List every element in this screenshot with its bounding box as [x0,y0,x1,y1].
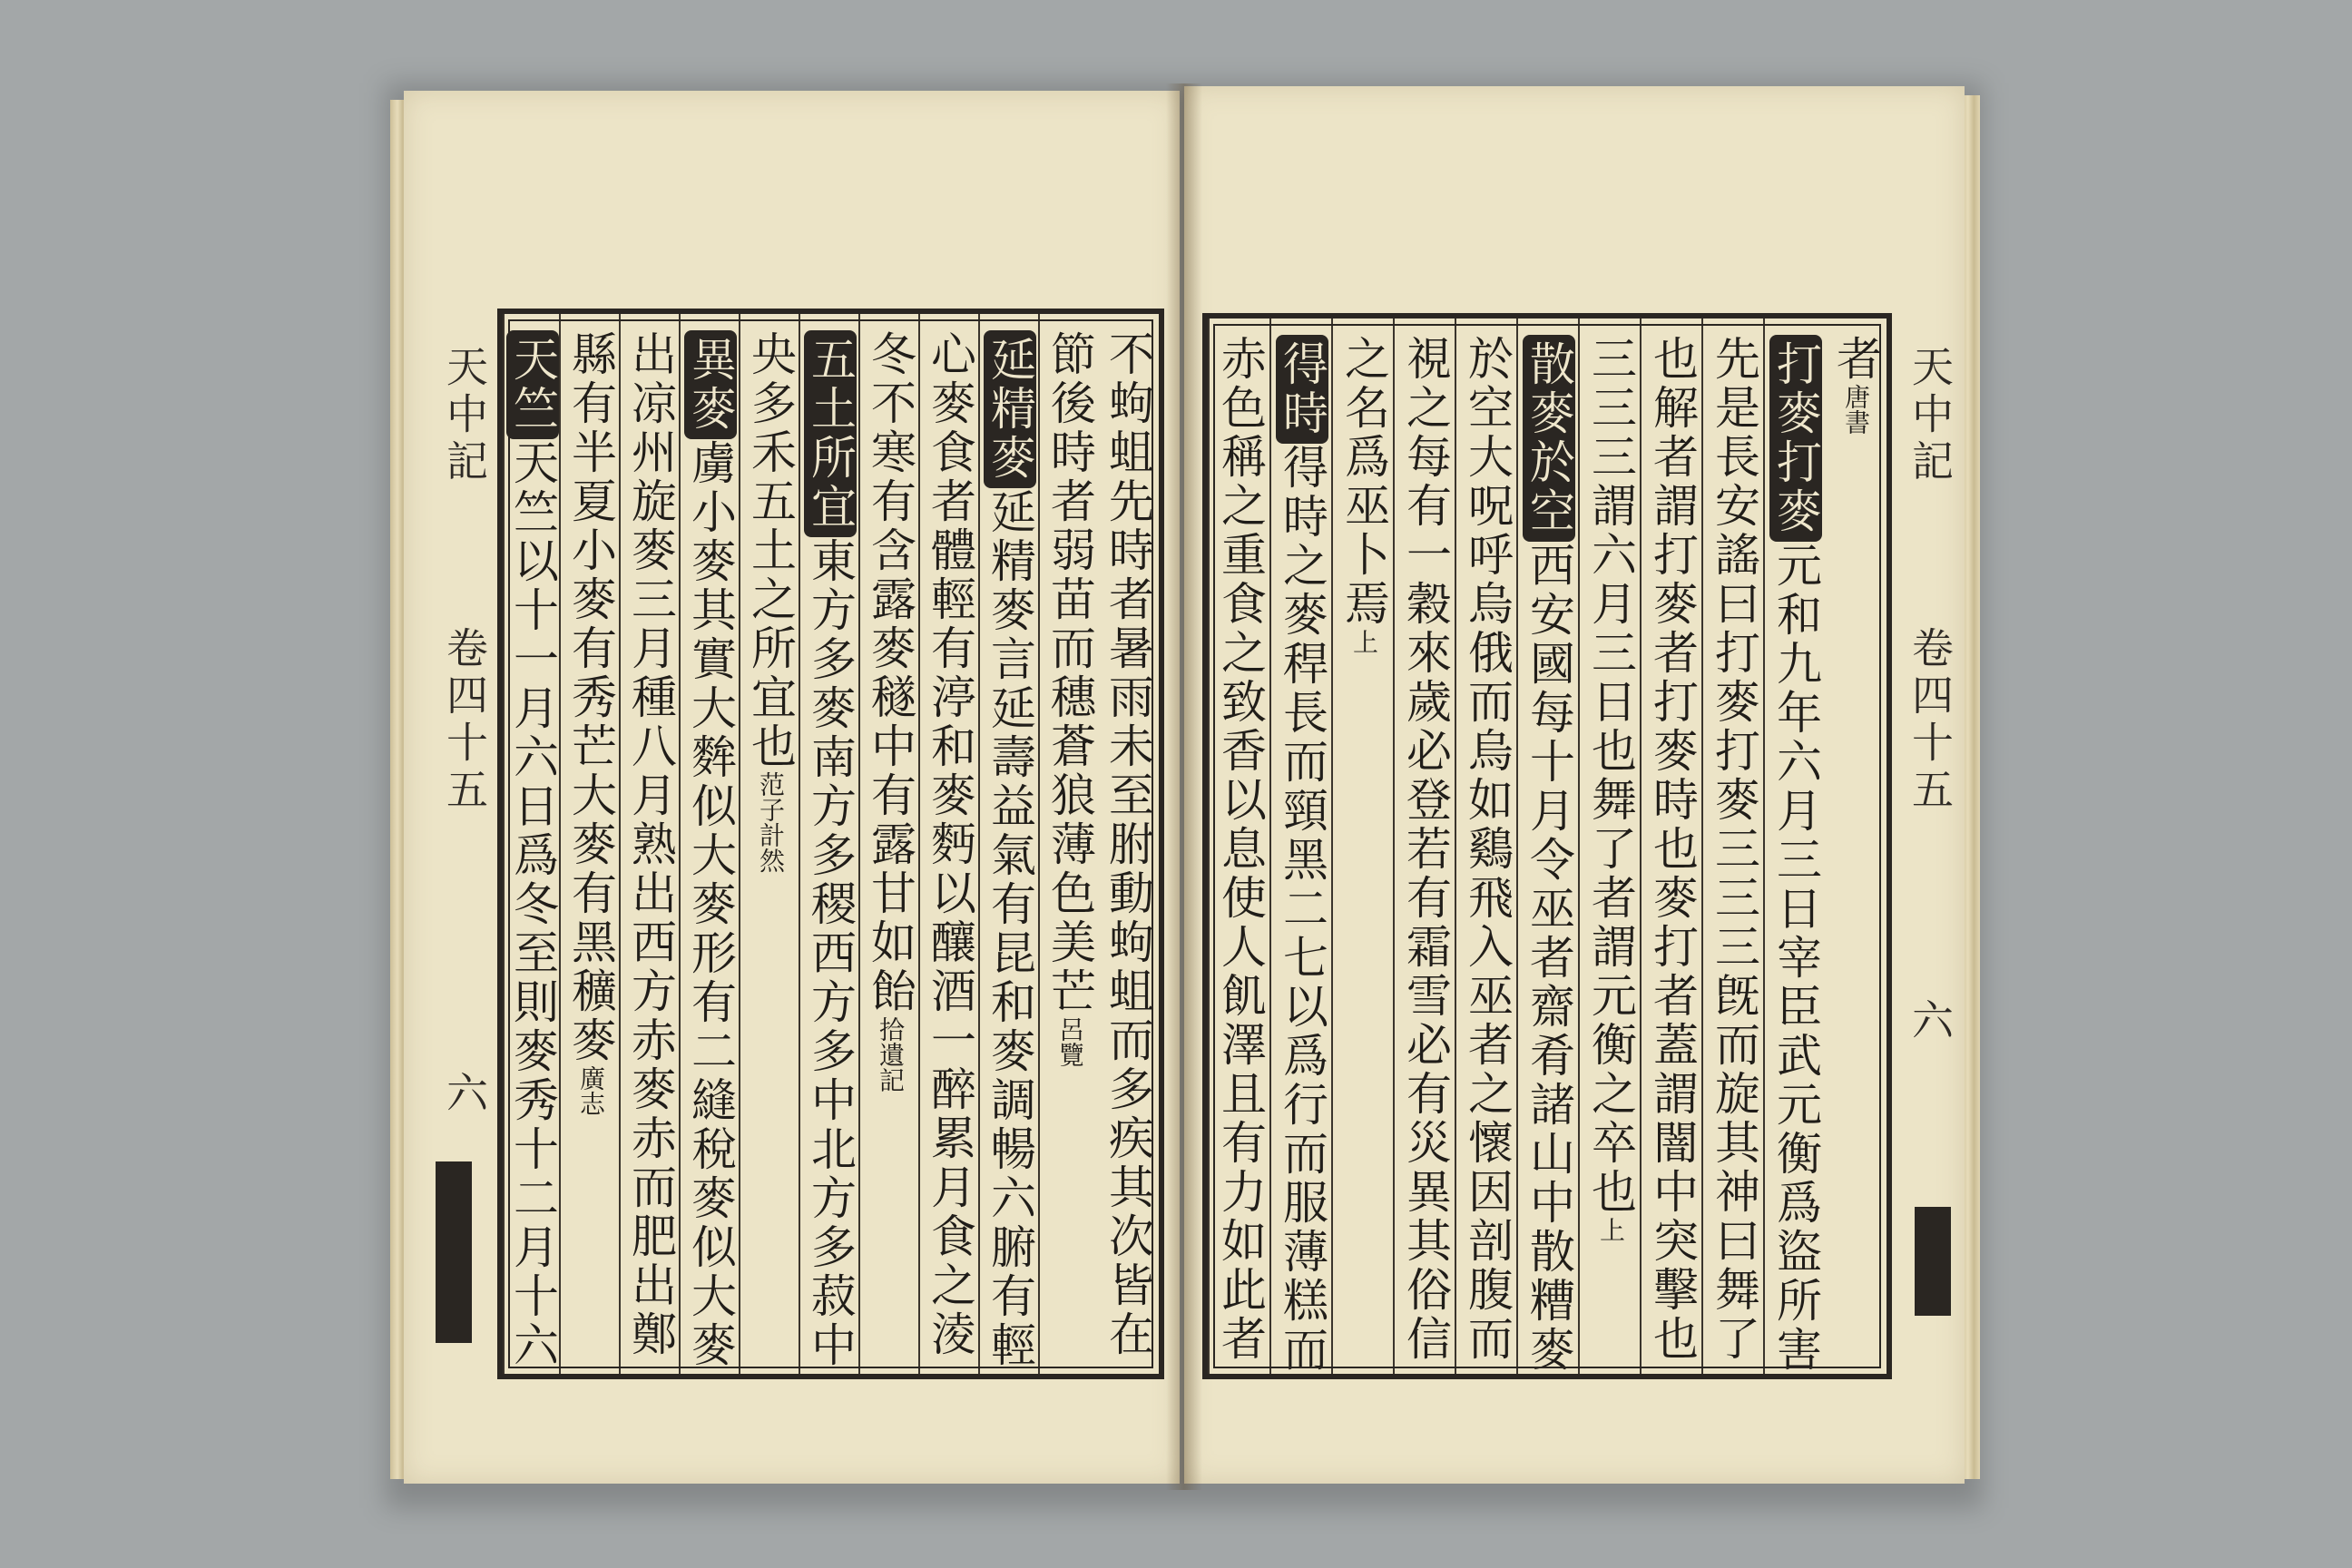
entry-heading: 異麥 [684,330,737,439]
column-text: 先是長安謠曰打麥打麥三三三旣而旋其神曰舞了 [1708,335,1760,1364]
column-text: 心麥食者體輕有渟和麥麪以釀酒一醉累月食之淩 [924,330,976,1359]
left-margin-folio: 六 [440,1071,489,1118]
right-fishtail-mark [1915,1207,1951,1316]
right-column-7 [1455,318,1516,1374]
right-column-9 [1331,318,1393,1374]
right-column-5 [1578,318,1640,1374]
right-margin-volume: 卷四十五 [1906,626,1955,815]
source-note: 范子計然 [756,771,786,873]
source-note: 上 [1596,1217,1626,1242]
right-column-10 [1269,318,1331,1374]
left-column-10 [559,314,619,1374]
column-text: 出凉州旋麥三月種八月熟出西方赤麥赤而肥出鄭 [624,330,677,1359]
source-note: 拾遺記 [876,1016,906,1093]
left-column-7 [739,314,799,1374]
right-text-frame [1202,313,1892,1379]
right-margin-title: 天中記 [1906,345,1955,486]
right-column-1 [1825,318,1886,1374]
left-margin-volume: 卷四十五 [440,626,489,815]
entry-heading: 得時 [1276,335,1328,444]
entry-heading: 天竺 [506,330,559,439]
left-column-4 [918,314,978,1374]
right-column-11 [1208,318,1269,1374]
source-note: 廣志 [576,1065,606,1116]
left-column-3 [978,314,1038,1374]
source-note: 唐書 [1841,384,1871,435]
column-text: 赤色稱之重食之致香以息使人飢澤且有力如此者 [1214,335,1267,1364]
column-text: 東方多麥南方多稷西方多中北方多菽中 [804,537,857,1370]
left-column-2 [1038,314,1098,1374]
right-column-6 [1516,318,1578,1374]
right-column-8 [1393,318,1455,1374]
source-note: 上 [1349,629,1379,654]
column-text: 元和九年六月三日宰臣武元衡爲盜所害 [1769,542,1822,1375]
column-text: 不蚼蛆先時者暑雨未至胕動蚼蛆而多疾其次皆在 [1102,330,1154,1359]
left-column-1 [1098,314,1159,1374]
column-text: 得時之麥稈長而頸黑二七以爲行而服薄糕而 [1276,444,1328,1375]
left-column-6 [799,314,858,1374]
column-text: 視之每有一穀來歲必登若有霜雪必有災異其俗信 [1399,335,1452,1364]
column-text: 延精麥言延壽益氣有昆和麥調暢六腑有輕 [984,488,1036,1370]
right-margin-folio: 六 [1906,998,1955,1045]
left-fishtail-mark [436,1161,472,1343]
column-text: 冬不寒有含露麥穟中有露甘如飴 [864,330,916,1016]
column-text: 縣有半夏小麥有秀芒大麥有黑穬麥 [564,330,617,1065]
left-column-9 [619,314,679,1374]
left-column-11 [503,314,559,1374]
column-text: 節後時者弱苗而穗蒼狼薄色美芒 [1044,330,1096,1016]
entry-heading: 延精麥 [984,330,1036,488]
column-text: 也解者謂打麥者打麥時也麥打者蓋謂闇中突擊也 [1646,335,1699,1364]
entry-heading: 打麥打麥 [1769,335,1822,542]
column-text: 者 [1829,335,1882,384]
right-column-4 [1640,318,1701,1374]
column-text: 西安國每十月令巫者齋肴諸山中散糟麥 [1523,542,1575,1375]
entry-heading: 散麥於空 [1523,335,1575,542]
right-column-2 [1763,318,1825,1374]
column-text: 央多禾五土之所宜也 [744,330,797,771]
entry-heading: 五土所宜 [804,330,857,537]
left-column-8 [679,314,739,1374]
column-text: 三三三謂六月三日也舞了者謂元衡之卒也 [1584,335,1637,1217]
source-note: 呂覽 [1055,1016,1085,1067]
column-text: 於空大呪呼烏俄而烏如鷄飛入巫者之懷因剖腹而 [1461,335,1514,1364]
left-margin-title: 天中記 [440,345,489,486]
left-column-5 [858,314,918,1374]
column-text: 虜小麥其實大麰似大麥形有二縫稅麥似大麥 [684,439,737,1370]
book-gutter [1166,83,1202,1490]
left-text-frame [497,309,1164,1379]
right-column-3 [1701,318,1763,1374]
column-text: 天竺以十一月六日爲冬至則麥秀十二月十六 [506,439,559,1370]
column-text: 之名爲巫卜焉 [1338,335,1390,629]
